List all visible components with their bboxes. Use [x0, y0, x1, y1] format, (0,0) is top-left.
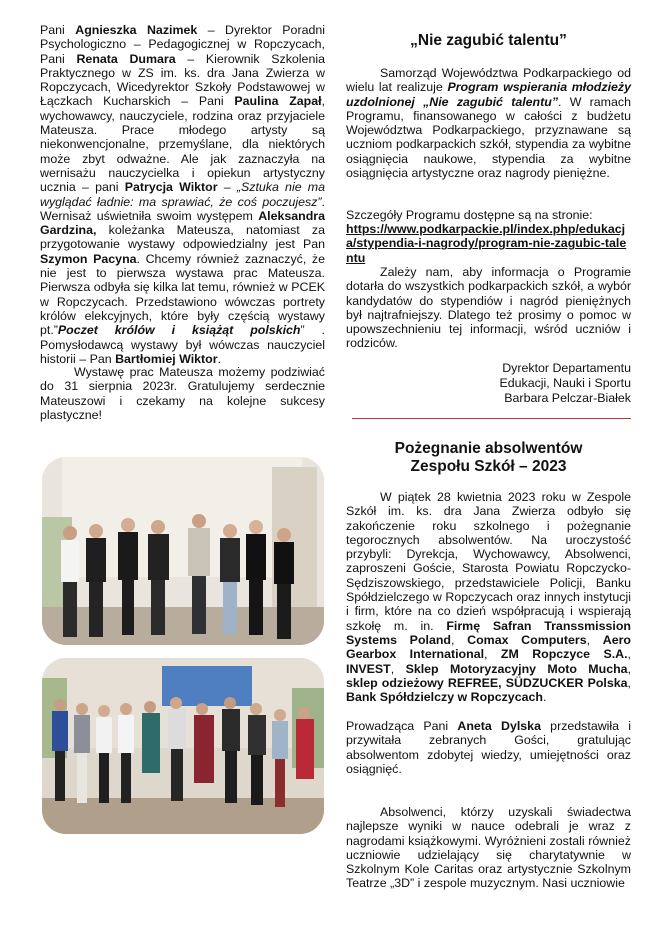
- photo-students-group: [42, 457, 324, 645]
- farewell-title-line-2: Zespołu Szkół – 2023: [410, 458, 567, 475]
- host-paragraph: Prowadząca Pani Aneta Dylska przedstawiła i przywitała zebranych Gości, gratulując absolwentom zdobytej wiedzy, umiejętności oraz osiągnięć.: [346, 719, 632, 776]
- program-link[interactable]: https://www.podkarpackie.pl/index.php/edukacja/stypendia-i-nagrody/program-nie-zagubic-talentu: [346, 222, 627, 265]
- farewell-paragraph: W piątek 28 kwietnia 2023 roku w Zespole Szkół im. ks. dra Jana Zwierza odbyło się zakończenie roku szkolnego i pożegnanie tegorocznych absolwentów. Na uroczystość przybyli: Dyrekcja, Wychowawcy, Absolwenci, zaproszeni Goście, Starosta Powiatu Ropczycko-Sędziszowskiego, przedstawiciele Policji, Banku Spółdzielczego w Ropczycach oraz innych instytucji i firm, które na co dzień współpracują i wspierają szkołę m. in. Firmę Safran Transsmission Systems Poland, Comax Computers, Aero Gearbox International, ZM Ropczyce S.A., INVEST, Sklep Motoryzacyjny Moto Mucha, sklep odzieżowy REFREE, SÜDZUCKER Polska, Bank Spółdzielczy w Ropczycach.: [346, 490, 632, 705]
- details-label: Szczegóły Programu dostępne są na stronie:: [346, 208, 593, 222]
- section-separator: [352, 418, 631, 419]
- talent-program-paragraph: Samorząd Województwa Podkarpackiego od wielu lat realizuje Program wspierania młodzieży uzdolnionej „Nie zagubić talentu”. W ramach Programu, finansowanego w całości z budżetu Województwa Podkarpackiego, przyznawane są uczniom podkarpackich szkół, stypendia za wybitne osiągnięcia naukowe, stypendia za wybitne osiągnięcia artystyczne oraz nagrody pieniężne.: [346, 66, 631, 181]
- exhibition-paragraph: Pani Agnieszka Nazimek – Dyrektor Poradni Psychologiczno – Pedagogicznej w Ropczycach, Pani Renata Dumara – Kierownik Szkolenia Praktycznego w ZS im. ks. dra Jana Zwierza w Ropczycach, Wicedyrektor Szkoły Podstawowej w Łączkach Kucharskich – Pani Paulina Zapał, wychowawcy, nauczyciele, rodzina oraz przyjaciele Mateusza. Prace młodego artysty są niekonwencjonalne, przemyślane, dla niektórych może zbyt odważne. Ale jak zaznaczyła na wernisażu nauczycielka i opiekun artystyczny ucznia – pani Patrycja Wiktor – „Sztuka nie ma wyglądać ładnie: ma sprawiać, że coś poczujesz”. Wernisaż uświetniła swoim występem Aleksandra Gardzina, koleżanka Mateusza, natomiast za przygotowanie wystawy odpowiedzialny jest Pan Szymon Pacyna. Chcemy również zaznaczyć, że nie jest to pierwsza wystawa prac Mateusza. Pierwsza odbyła się kilka lat temu, również w PCEK w Ropczycach. Przedstawiono wówczas portrety królów elekcyjnych, które były częścią wystawy pt.”Poczet królów i książąt polskich” . Pomysłodawcą wystawy był wówczas nauczyciel historii – Pan Bartłomiej Wiktor.: [40, 23, 326, 366]
- signature-line-1: Dyrektor Departamentu: [502, 361, 631, 375]
- photo-graduation-ceremony: [42, 658, 324, 834]
- signature-line-2: Edukacji, Nauki i Sportu: [499, 376, 631, 390]
- talent-program-title: „Nie zagubić talentu”: [410, 32, 567, 49]
- program-info-paragraph: Zależy nam, aby informacja o Programie dotarła do wszystkich podkarpackich szkół, a wybór kandydatów do stypendiów i nagród pieniężnych był najtrafniejszy. Dlatego też prosimy o pomoc w upowszechnieniu tej informacji, wśród uczniów i rodziców.: [346, 265, 631, 351]
- farewell-title-line-1: Pożegnanie absolwentów: [394, 440, 583, 457]
- signature-line-3: Barbara Pelczar-Białek: [504, 391, 631, 405]
- exhibition-closing-paragraph: Wystawę prac Mateusza możemy podziwiać do 31 sierpnia 2023r. Gratulujemy serdecznie Mateuszowi i czekamy na kolejne sukcesy plastyczne!: [40, 365, 325, 422]
- awards-paragraph: Absolwenci, którzy uzyskali świadectwa najlepsze wyniki w nauce odebrali je wraz z nagrodami książkowymi. Wyróżnieni zostali również uczniowie udzielający się charytatywnie w Szkolnym Kole Caritas oraz artystycznie Szkolnym Teatrze „3D” i zespole muzycznym. Nasi uczniowie: [346, 805, 631, 891]
